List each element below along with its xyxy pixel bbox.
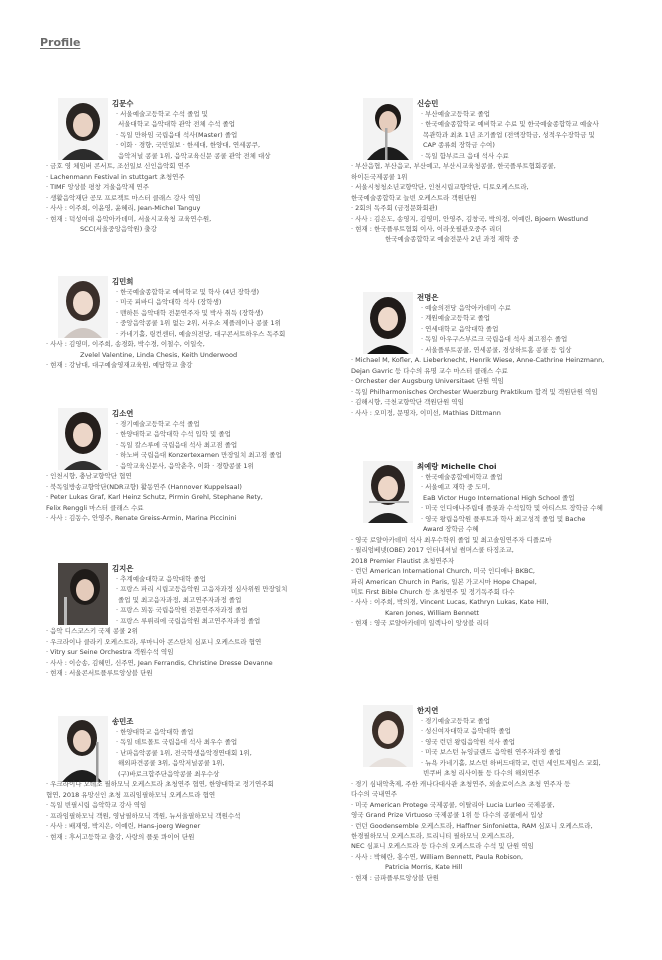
profile-details — [40, 727, 340, 842]
profile-detail-line: · 경기예술고등학교 수석 졸업 — [40, 419, 340, 429]
profile-detail-line: 목관학과 최초 1년 조기졸업 (전액장학금, 성적우수장학금 및 — [423, 130, 595, 139]
profile-detail-line: · 사사 : 오미정, 문명자, 이미선, Mathias Dittmann — [345, 408, 630, 418]
profile-detail-line: 음악저널 콩쿨 1위, 음악교육신문 콩쿨 관악 전체 대상 — [118, 151, 271, 160]
profile-name: 김문수 — [112, 99, 134, 108]
profile-detail-line: · 음악교육신문사, 음악춘추, 이화 · 경향콩쿨 1위 — [40, 461, 340, 471]
profile-name: 최예랑 Michelle Choi — [417, 462, 497, 471]
profile-name: 한지연 — [417, 706, 439, 715]
profile-detail-line: · 미국 American Protege 국제콩쿨, 이탈리아 Lucia Lurleo 국제콩쿨, — [345, 800, 630, 810]
profile-detail-line: · 한양대학교 음악대학 수석 입학 및 졸업 — [40, 429, 340, 439]
profile-name: 신승민 — [417, 99, 439, 108]
profile-details — [40, 574, 340, 679]
profile-detail-line: · 생활음악재단 공모 프로젝트 마스터 클래스 강사 역임 — [40, 193, 340, 203]
profile-detail-line: 다수의 국내연주 — [351, 790, 398, 799]
profile-detail-line: · 영국 로얄아카데미 석사 최우수학위 졸업 및 최고솔임연주자 디플로마 — [345, 535, 630, 545]
profile-detail-line: · 난파음악콩쿨 1위, 전국학생음악경연대회 1위, — [40, 748, 340, 758]
profile-detail-line: · 사사 : 김동수, 안영주, Renate Greiss-Armin, Marina Piccinini — [40, 513, 340, 523]
profile-detail-line: · 프랑스 파리 시립고등음악원 고음자과정 심사위원 만장일치 — [40, 584, 340, 594]
profile-detail-line: NEC 심포니 오케스트라 등 다수의 오케스트라 수석 및 단원 역임 — [351, 842, 534, 851]
profile-detail-line: Patricia Morris, Kate Hill — [385, 863, 463, 872]
profile-detail-line: · 부산예술고등학교 졸업 — [345, 109, 630, 119]
profile-detail-line: 졸업 및 최고음자과정, 최고연주자과정 졸업 — [118, 595, 242, 604]
profile-detail-line: · 독일 칼스루에 국립음대 석사 최고점 졸업 — [40, 440, 340, 450]
profile-detail-line: · 현재 : 금파플루트앙상블 단원 — [345, 873, 630, 883]
profile-detail-line: · 뉴욕 카네기홀, 보스턴 하버드대학교, 런던 세인트제임스 교회, — [345, 758, 630, 768]
profile-detail-line: · 한국예술종합학교 예비학교 수료 및 한국예술종합학교 예술사 — [345, 119, 630, 129]
profile-detail-line: 협연, 2018 유망신인 초청 프리임필하모닉 오케스트라 협연 — [46, 790, 216, 799]
profile-detail-line: · 계원예술고등학교 졸업 — [345, 313, 630, 323]
profile-detail-line: 빈쿠버 초청 리사이틀 등 다수의 해외연주 — [423, 769, 541, 778]
profile-detail-line: · 중앙음악콩쿨 1위 없는 2위, 서우소 제플레이나 콩쿨 1위 — [40, 318, 340, 328]
profile-detail-line: · 독일 함부르크 음대 석사 수료 — [345, 151, 630, 161]
profile-detail-line: · 현재 : 한국플루트협회 이사, 이라웃필관오중주 리더 — [345, 224, 630, 234]
profile-detail-line: · 미국 보스턴 뉴잉글랜드 음악원 연주자과정 졸업 — [345, 747, 630, 757]
profile-detail-line: · 카네기홀, 링컨센터, 예술의전당, 대구콘서트하우스 독주회 — [40, 329, 340, 339]
profile-detail-line: 파리 American Church in Paris, 일본 가고시마 Hope Chapel, — [351, 577, 537, 586]
profile-detail-line: · 추계예술대학교 음악대학 졸업 — [40, 574, 340, 584]
profile-detail-line: · 사사 : 이주희, 박의경, Vincent Lucas, Kathryn Lukas, Kate Hill, — [345, 597, 630, 607]
profile-detail-line: · 독일 데트몰트 국립음대 석사 최우수 졸업 — [40, 737, 340, 747]
profile-detail-line: · 독일 Philharmonisches Orchester Wuerzburg Praktikum 합격 및 객원단원 역임 — [345, 387, 630, 397]
profile-detail-line: Zvelel Valentine, Linda Chesis, Keith Underwood — [80, 350, 238, 359]
profile-detail-line: · 독일 아우구스부르크 국립음대 석사 최고점수 졸업 — [345, 334, 630, 344]
profile-detail-line: 한국예술종합학교 늘빈 오케스트라 객원단원 — [351, 193, 477, 202]
profile-detail-line: · 부산음협, 부산음교, 부산예고, 부산시교육청콩쿨, 한국플루트협회콩쿨, — [345, 161, 630, 171]
profile-detail-line: · 런던 American International Church, 미국 인디애나 BKBC, — [345, 566, 630, 576]
profile-detail-line: · 한양대학교 음악대학 졸업 — [40, 727, 340, 737]
profile-detail-line: · 김해시향, 극천교향악단 객원단원 역임 — [345, 397, 630, 407]
profile-details — [345, 109, 630, 245]
profile-detail-line: · 영국 왕립음악원 플루트과 학사 최고성적 졸업 및 Bache — [345, 514, 630, 524]
profile-detail-line: · Lachenmann Festival in stuttgart 초청연주 — [40, 172, 340, 182]
profile-name: 김민희 — [112, 277, 134, 286]
profile-detail-line: · 사사 : 배재영, 박지은, 이예린, Hans-joerg Wegner — [40, 821, 340, 831]
profile-detail-line: · Peter Lukas Graf, Karl Heinz Schutz, Pirmin Grehl, Stephane Rety, — [40, 492, 340, 502]
profile-detail-line: 2018 Premier Flautist 초청연주자 — [351, 556, 455, 565]
profile-detail-line: · 사사 : 이주희, 이윤영, 윤혜리, Jean-Michel Tanguy — [40, 203, 340, 213]
profile-detail-line: · 이화 · 경향, 국민일보 · 한세대, 한양대, 연세콩쿠, — [40, 140, 340, 150]
profile-detail-line: 해외파견콩쿨 3위, 음악저널콩쿨 1위, — [118, 759, 225, 768]
profile-details — [345, 303, 630, 418]
profile-detail-line: CAP 종류희 장학금 수여) — [423, 141, 495, 150]
profile-detail-line: · 미국 피바디 음악대학 석사 (장학생) — [40, 297, 340, 307]
profile-details — [40, 419, 340, 524]
profile-detail-line: · Vitry sur Seine Orchestra 객원수석 역임 — [40, 647, 340, 657]
profile-detail-line: EaB Victor Hugo International High School 졸업 — [423, 493, 575, 502]
profile-name: 김소연 — [112, 409, 134, 418]
profile-details — [40, 109, 340, 234]
profile-detail-line: · TIMF 앙상블 평창 겨울음악제 연주 — [40, 182, 340, 192]
profile-detail-line: · 한국예술종합예비학교 졸업 — [345, 472, 630, 482]
profile-detail-line: Karen Jones, William Bennett — [385, 608, 480, 617]
profile-detail-line: · 프랑스 뫼동 국립음악원 전문연주자과정 졸업 — [40, 605, 340, 615]
profile-detail-line: · 프랑스 루뤼리에 국립음악원 최고연주자과정 졸업 — [40, 616, 340, 626]
profile-detail-line: · 음악 디스코스키 국제 콩쿨 2위 — [40, 626, 340, 636]
profile-detail-line: · 경기 심내악축제, 주한 캐나다대사관 초청연주, 외솔로이스츠 초청 연주자 등 — [345, 779, 630, 789]
profile-detail-line: 한경필하모닉 오케스트라, 트리니티 필하모닉 오케스트라, — [351, 831, 515, 840]
profile-detail-line: 서울대학교 음악대학 관악 전체 수석 졸업 — [118, 120, 236, 129]
profile-detail-line: · 2회의 독주회 (금정문화회관) — [345, 203, 630, 213]
profile-detail-line: 한국예술종합학교 예술전문사 2년 과정 재학 중 — [385, 235, 519, 244]
profile-detail-line: · 현재 : 후서고등학교 출강, 사랑의 플룻 콰이어 단원 — [40, 832, 340, 842]
profile-detail-line: Felix Renggli 마스터 클래스 수료 — [46, 503, 144, 512]
profile-details — [345, 716, 630, 883]
profile-detail-line: · 한국예술종합학교 예비학교 및 학사 (4년 장학생) — [40, 287, 340, 297]
profile-detail-line: · 미국 인디애나주립대 플룻과 수석입학 및 아티스트 장학금 수혜 — [345, 503, 630, 513]
profile-details — [40, 287, 340, 371]
profile-detail-line: · 서울예술고등학교 수석 졸업 및 — [40, 109, 340, 119]
profile-detail-line: · 사사 : 김영미, 이주희, 송경화, 박수경, 이철수, 이일숙, — [40, 339, 340, 349]
profile-detail-line: 미토 First Bible Church 등 초청연주 및 정기독주회 다수 — [351, 587, 515, 596]
profile-detail-line: · 예술의전당 음악아카데미 수료 — [345, 303, 630, 313]
profile-detail-line: · 연세대학교 음악대학 졸업 — [345, 324, 630, 334]
profile-detail-line: · 인천시향, 충남교향악단 협연 — [40, 471, 340, 481]
profile-detail-line: · 사사 : 이승송, 김혜민, 신주연, Jean Ferrandis, Christine Dresse Devanne — [40, 658, 340, 668]
profile-detail-line: · 독일 빈필시립 음악학교 강사 역임 — [40, 800, 340, 810]
profile-detail-line: 하이든국제콩쿨 1위 — [351, 172, 408, 181]
profile-detail-line: · 서울플루트콩쿨, 연세콩쿨, 경상하트홈 콩쿨 등 입상 — [345, 345, 630, 355]
profile-detail-line: · 영국 런던 왕립음악원 석사 졸업 — [345, 737, 630, 747]
profile-detail-line: · 현재 : 강남대, 대구예술영재교육원, 예담학교 출강 — [40, 360, 340, 370]
profile-detail-line: · 현재 : 영국 로얄아카데미 일렉나이 앙상블 리더 — [345, 618, 630, 628]
profile-detail-line: · 윌리엄베넷(OBE) 2017 인터내셔널 썸머스쿨 타징조교, — [345, 545, 630, 555]
profile-detail-line: Dejan Gavric 등 다수의 유명 교수 마스터 클래스 수료 — [351, 366, 508, 375]
profile-detail-line: · 사사 : 김은도, 송영지, 김영미, 안영주, 김창국, 박의경, 이예린, Bjoern Westlund — [345, 214, 630, 224]
profile-detail-line: · 서울예고 재학 중 도미, — [345, 482, 630, 492]
profile-detail-line: · 사사 : 박혜란, 홍수연, William Bennett, Paula Robison, — [345, 852, 630, 862]
profile-detail-line: · 북독일방송교향악단(NDR교향) 활동연주 (Hannover Kuppelsaal) — [40, 482, 340, 492]
profile-detail-line: · 하노버 국립음대 Konzertexamen 만장일치 최고점 졸업 — [40, 450, 340, 460]
profile-detail-line: · Orchester der Augsburg Universitaet 단원 역임 — [345, 376, 630, 386]
profile-name: 김지은 — [112, 564, 134, 573]
profile-detail-line: · 런던 Goodensemble 오케스트라, Haffner Sinfonietta, RAM 심포니 오케스트라, — [345, 821, 630, 831]
profile-detail-line: · 현재 : 서울콘서트플루트앙상블 단원 — [40, 668, 340, 678]
profile-detail-line: · 성신여자대학교 음악대학 졸업 — [345, 726, 630, 736]
profile-detail-line: · 프라임필하모닉 객원, 영남필하모닉 객원, 뉴서울필하모닉 객원수석 — [40, 811, 340, 821]
profile-detail-line: · 서울시청청소년교향악단, 인천시립교향악단, 디토오케스트라, — [345, 182, 630, 192]
profile-detail-line: · 현재 : 덕성여대 음악아카데미, 서울시교육청 교육연수원, — [40, 214, 340, 224]
profile-detail-line: · 독일 만하임 국립음대 석사(Master) 졸업 — [40, 130, 340, 140]
profile-name: 송민조 — [112, 717, 134, 726]
profile-detail-line: · 우크라이나 오데소 필하모닉 오케스트라 초청연주 협연, 한양대학교 정기연주회 — [40, 779, 340, 789]
profile-detail-line: · 우크라이나 클라키 오케스트라, 루마니아 콘스탄치 심포니 오케스트라 협연 — [40, 637, 340, 647]
profile-detail-line: · 맨하튼 음악대학 전문연주자 및 박사 취득 (장학생) — [40, 308, 340, 318]
profile-detail-line: · Michael M, Kofler, A. Lieberknecht, Henrik Wiese, Anne-Cathrine Heinzmann, — [345, 355, 630, 365]
profile-detail-line: · 금호 영 체임버 콘서트, 조선일보 신인음악회 연주 — [40, 161, 340, 171]
profile-details — [345, 472, 630, 629]
profile-detail-line: SCC(서울중앙음악원) 출강 — [80, 224, 157, 233]
profile-detail-line: (구)바로크합주단음악콩쿨 최우수상 — [118, 769, 220, 778]
page-title: Profile — [40, 36, 81, 49]
profile-name: 전명은 — [417, 293, 439, 302]
profile-detail-line: 영국 Grand Prize Virtuoso 국제콩쿨 1위 등 다수의 콩쿨에서 입상 — [351, 811, 543, 820]
profile-detail-line: Award 장학금 수혜 — [423, 525, 479, 534]
profile-detail-line: · 경기예술고등학교 졸업 — [345, 716, 630, 726]
